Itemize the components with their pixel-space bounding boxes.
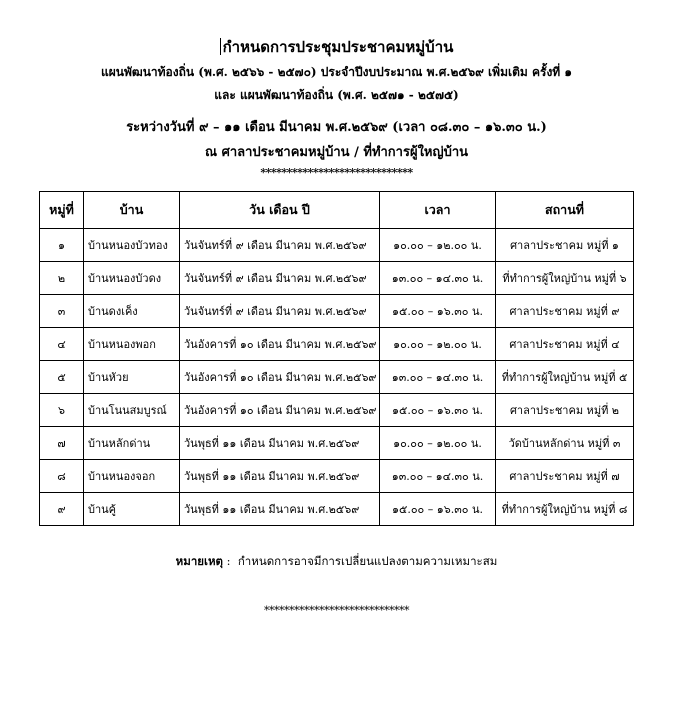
table-row (40, 427, 634, 460)
cell-village-no: ๔ (40, 328, 84, 361)
note-separator: : (223, 554, 238, 568)
text-cursor (220, 38, 221, 55)
table-row (40, 229, 634, 262)
table-row (40, 361, 634, 394)
cell-date: วันอังคารที่ ๑๐ เดือน มีนาคม พ.ศ.๒๕๖๙ (180, 361, 380, 394)
cell-village-no: ๘ (40, 460, 84, 493)
cell-village-no: ๕ (40, 361, 84, 394)
cell-date: วันอังคารที่ ๑๐ เดือน มีนาคม พ.ศ.๒๕๖๙ (180, 394, 380, 427)
cell-village-no: ๗ (40, 427, 84, 460)
meeting-venue: ณ ศาลาประชาคมหมู่บ้าน / ที่ทำการผู้ใหญ่บ้าน (204, 145, 469, 160)
note-label: หมายเหตุ (175, 554, 223, 568)
cell-time: ๑๓.๐๐ – ๑๔.๓๐ น. (380, 361, 496, 394)
table-row (40, 328, 634, 361)
document-subtitle-line1: แผนพัฒนาท้องถิ่น (พ.ศ. ๒๕๖๖ - ๒๕๗๐) ประจำปีงบประมาณ พ.ศ.๒๕๖๙ เพิ่มเติม ครั้งที่ ๑ (100, 65, 573, 79)
cell-village: บ้านหนองพอก (84, 328, 180, 361)
cell-time: ๑๕.๐๐ – ๑๖.๓๐ น. (380, 295, 496, 328)
cell-date: วันพุธที่ ๑๑ เดือน มีนาคม พ.ศ.๒๕๖๙ (180, 427, 380, 460)
document-subtitle-line2: และ แผนพัฒนาท้องถิ่น (พ.ศ. ๒๕๗๑ - ๒๕๗๕) (214, 88, 459, 102)
document-title-text: กำหนดการประชุมประชาคมหมู่บ้าน (222, 38, 454, 56)
cell-village: บ้านหลักด่าน (84, 427, 180, 460)
cell-time: ๑๓.๐๐ – ๑๔.๓๐ น. (380, 262, 496, 295)
cell-village: บ้านดงเค็ง (84, 295, 180, 328)
header-date: วัน เดือน ปี (180, 192, 380, 229)
cell-village: บ้านโนนสมบูรณ์ (84, 394, 180, 427)
cell-date: วันอังคารที่ ๑๐ เดือน มีนาคม พ.ศ.๒๕๖๙ (180, 328, 380, 361)
schedule-note (0, 553, 673, 571)
table-row (40, 394, 634, 427)
cell-location: ที่ทำการผู้ใหญ่บ้าน หมู่ที่ ๕ (496, 361, 634, 394)
header-village-no: หมู่ที่ (40, 192, 84, 229)
cell-village: บ้านคู้ (84, 493, 180, 526)
cell-location: ศาลาประชาคม หมู่ที่ ๙ (496, 295, 634, 328)
cell-time: ๑๐.๐๐ – ๑๒.๐๐ น. (380, 427, 496, 460)
meeting-schedule-table (39, 191, 634, 526)
header-village: บ้าน (84, 192, 180, 229)
cell-date: วันจันทร์ที่ ๙ เดือน มีนาคม พ.ศ.๒๕๖๙ (180, 229, 380, 262)
table-row (40, 460, 634, 493)
cell-time: ๑๕.๐๐ – ๑๖.๓๐ น. (380, 394, 496, 427)
divider-stars-bottom: ***************************** (264, 604, 409, 617)
meeting-date-range: ระหว่างวันที่ ๙ – ๑๑ เดือน มีนาคม พ.ศ.๒๕๖๙ (เวลา ๐๘.๓๐ – ๑๖.๓๐ น.) (126, 120, 547, 135)
cell-location: ศาลาประชาคม หมู่ที่ ๔ (496, 328, 634, 361)
cell-village-no: ๑ (40, 229, 84, 262)
cell-location: ที่ทำการผู้ใหญ่บ้าน หมู่ที่ ๘ (496, 493, 634, 526)
cell-date: วันจันทร์ที่ ๙ เดือน มีนาคม พ.ศ.๒๕๖๙ (180, 295, 380, 328)
table-row (40, 262, 634, 295)
divider-stars-top: ***************************** (260, 166, 413, 179)
cell-village-no: ๒ (40, 262, 84, 295)
cell-time: ๑๕.๐๐ – ๑๖.๓๐ น. (380, 493, 496, 526)
cell-time: ๑๐.๐๐ – ๑๒.๐๐ น. (380, 328, 496, 361)
cell-date: วันพุธที่ ๑๑ เดือน มีนาคม พ.ศ.๒๕๖๙ (180, 460, 380, 493)
cell-location: ที่ทำการผู้ใหญ่บ้าน หมู่ที่ ๖ (496, 262, 634, 295)
note-text: กำหนดการอาจมีการเปลี่ยนแปลงตามความเหมาะสม (237, 554, 498, 568)
table-row (40, 295, 634, 328)
cell-location: ศาลาประชาคม หมู่ที่ ๗ (496, 460, 634, 493)
header-time: เวลา (380, 192, 496, 229)
cell-village-no: ๓ (40, 295, 84, 328)
cell-time: ๑๓.๐๐ – ๑๔.๓๐ น. (380, 460, 496, 493)
table-row (40, 493, 634, 526)
cell-village: บ้านหนองบัวทอง (84, 229, 180, 262)
cell-location: ศาลาประชาคม หมู่ที่ ๑ (496, 229, 634, 262)
document-title (0, 35, 673, 59)
cell-location: วัดบ้านหลักด่าน หมู่ที่ ๓ (496, 427, 634, 460)
table-header-row (40, 192, 634, 229)
cell-village-no: ๖ (40, 394, 84, 427)
header-location: สถานที่ (496, 192, 634, 229)
cell-village-no: ๙ (40, 493, 84, 526)
cell-village: บ้านหนองจอก (84, 460, 180, 493)
cell-date: วันจันทร์ที่ ๙ เดือน มีนาคม พ.ศ.๒๕๖๙ (180, 262, 380, 295)
cell-date: วันพุธที่ ๑๑ เดือน มีนาคม พ.ศ.๒๕๖๙ (180, 493, 380, 526)
cell-village: บ้านหัวย (84, 361, 180, 394)
cell-time: ๑๐.๐๐ – ๑๒.๐๐ น. (380, 229, 496, 262)
cell-location: ศาลาประชาคม หมู่ที่ ๒ (496, 394, 634, 427)
cell-village: บ้านหนองบัวดง (84, 262, 180, 295)
